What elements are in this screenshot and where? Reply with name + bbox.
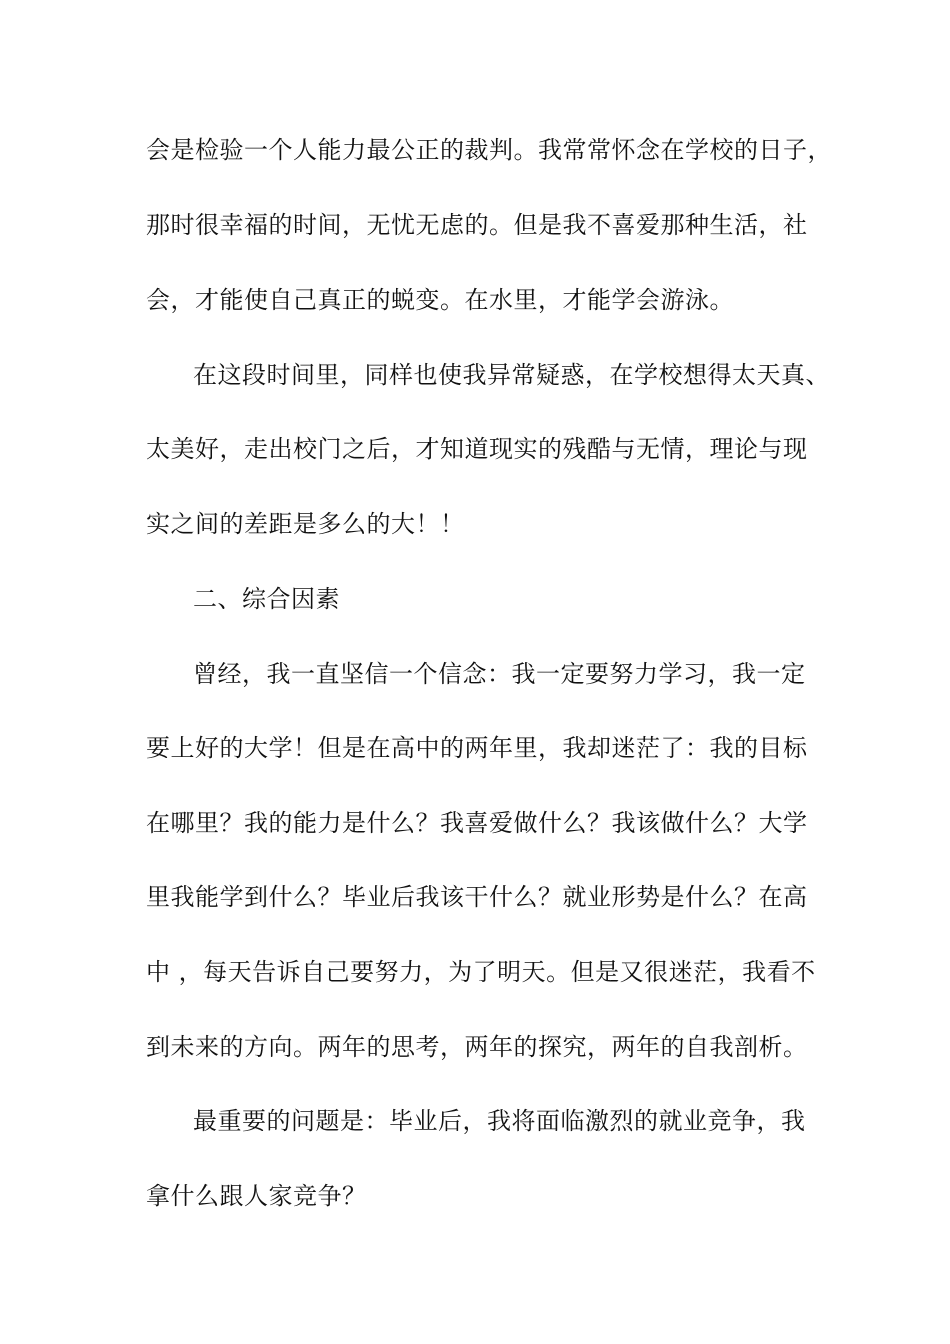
text-line: 里我能学到什么？毕业后我该干什么？就业形势是什么？在高 [146,883,808,911]
text-line: 拿什么跟人家竞争？ [146,1182,367,1210]
paragraph-first-line: 曾经，我一直坚信一个信念：我一定要努力学习，我一定 [193,660,806,688]
text-line: 会，才能使自己真正的蜕变。在水里，才能学会游泳。 [146,286,734,314]
paragraph-first-line: 最重要的问题是：毕业后，我将面临激烈的就业竞争，我 [193,1107,806,1135]
section-heading: 二、综合因素 [193,585,340,613]
text-line: 在哪里？我的能力是什么？我喜爱做什么？我该做什么？大学 [146,809,808,837]
text-line: 要上好的大学！但是在高中的两年里，我却迷茫了：我的目标 [146,734,808,762]
text-line: 到未来的方向。两年的思考，两年的探究，两年的自我剖析。 [146,1033,808,1061]
text-line: 实之间的差距是多么的大！！ [146,510,465,538]
text-line: 中 ，每天告诉自己要努力，为了明天。但是又很迷茫，我看不 [146,958,816,986]
text-line: 会是检验一个人能力最公正的裁判。我常常怀念在学校的日子， [146,136,832,164]
paragraph-first-line: 在这段时间里，同样也使我异常疑惑，在学校想得太天真、 [193,361,830,389]
text-line: 那时很幸福的时间，无忧无虑的。但是我不喜爱那种生活，社 [146,211,808,239]
text-line: 太美好，走出校门之后，才知道现实的残酷与无情，理论与现 [146,435,808,463]
